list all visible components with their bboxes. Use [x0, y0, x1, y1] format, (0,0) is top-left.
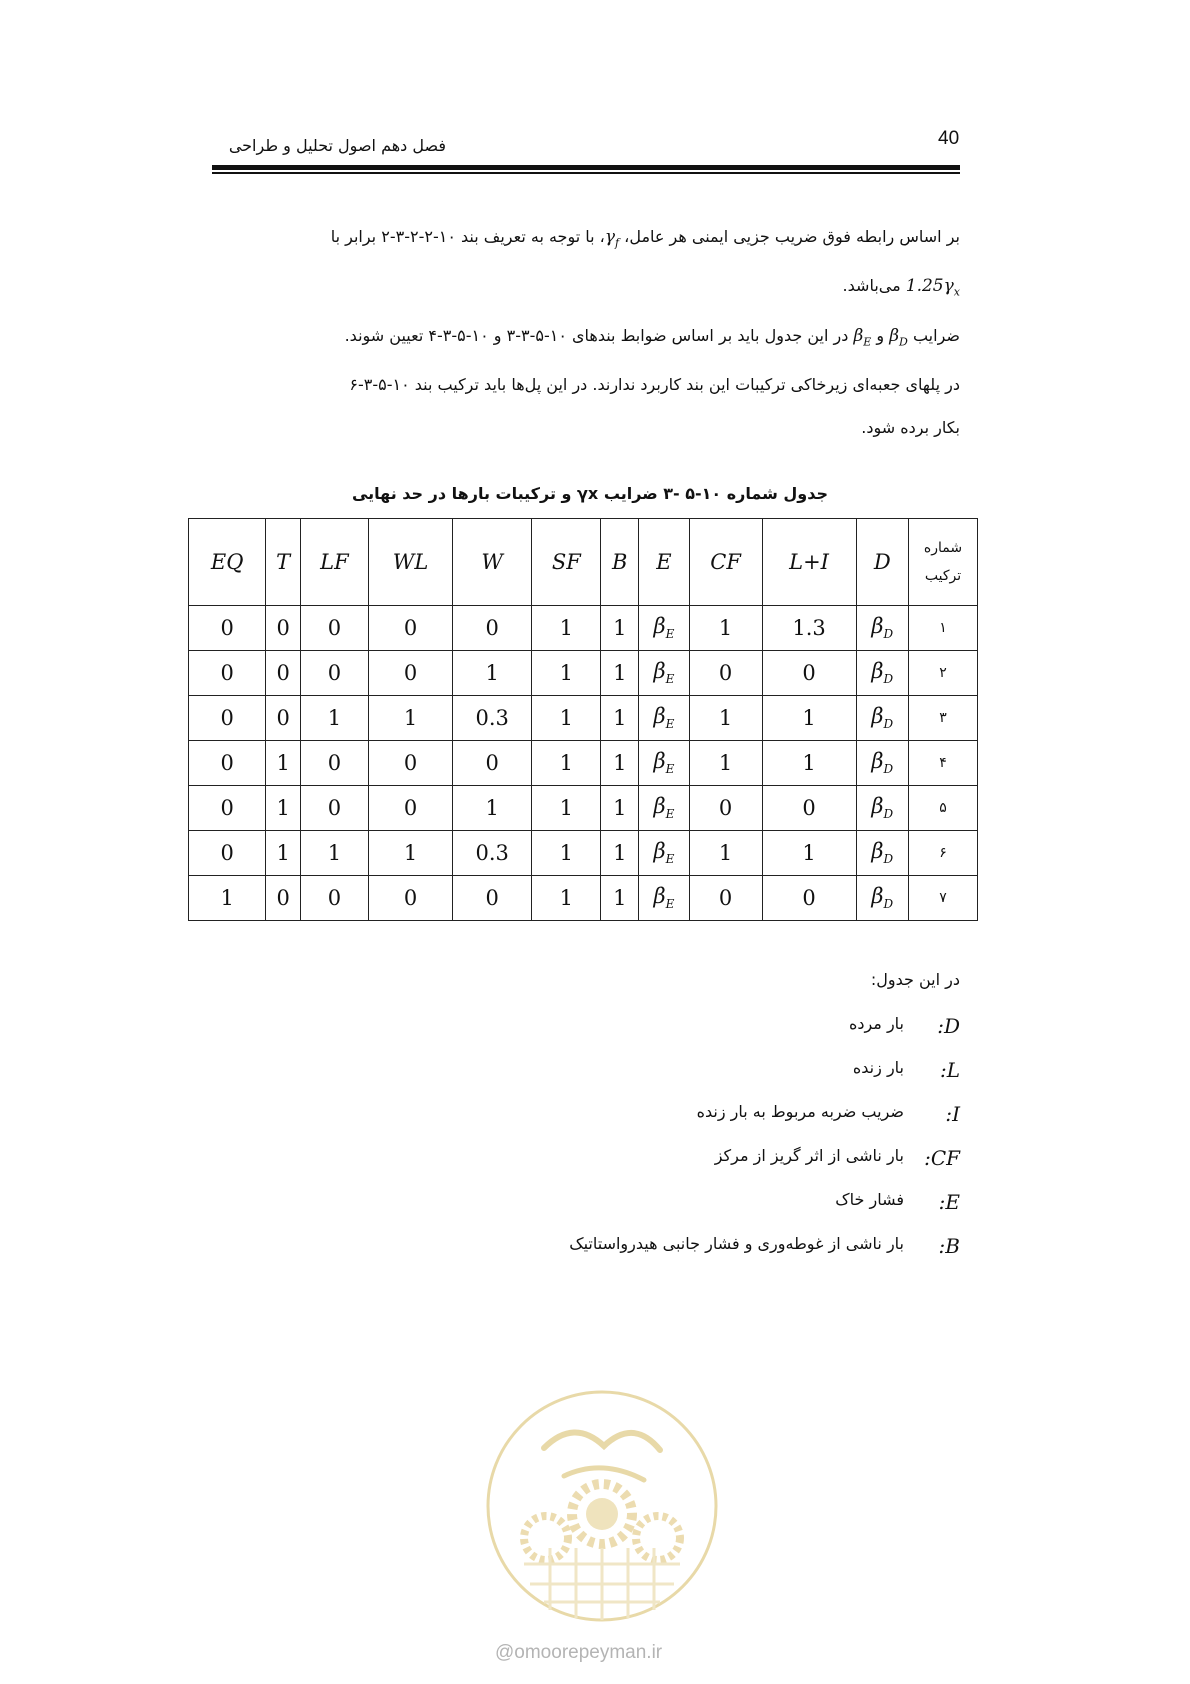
cell-eq: 0 [189, 651, 266, 696]
cell-cf: 0 [689, 651, 762, 696]
cell-lf: 0 [300, 741, 368, 786]
row-index: ۱ [909, 606, 978, 651]
beta-sub: E [665, 672, 675, 687]
p2-text: می‌باشد. [842, 276, 901, 296]
cell-e [639, 876, 689, 921]
legend-symbol: I: [945, 1102, 960, 1126]
table-caption: جدول شماره ۱۰-۵ -۳ ضرایب γx و ترکیبات بارها در حد نهایی [351, 484, 829, 503]
cell-w: 1 [453, 651, 532, 696]
header-rule [212, 165, 960, 170]
beta-sub: E [665, 627, 675, 642]
paragraph-4-line-1: در پلهای جعبه‌ای زیرخاکی ترکیبات این بند کاربرد ندارند. در این پل‌ها باید ترکیب بند ۱۰-۵-۳-۶ [349, 375, 960, 395]
cell-sf: 1 [532, 831, 601, 876]
cell-sf: 1 [532, 651, 601, 696]
beta-d-sub: D [899, 335, 908, 349]
row-index: ۴ [909, 741, 978, 786]
header-col: E [639, 519, 689, 606]
gamma-x-sub: x [953, 285, 960, 299]
cell-eq: 0 [189, 741, 266, 786]
cell-wl: 0 [368, 741, 452, 786]
beta-sub: D [883, 807, 894, 822]
cell-sf: 1 [532, 606, 601, 651]
cell-t: 0 [266, 876, 301, 921]
beta-sub: D [883, 762, 894, 777]
cell-li: 1.3 [762, 606, 856, 651]
cell-w: 0.3 [453, 696, 532, 741]
beta-sub: E [665, 717, 675, 732]
cell-cf: 1 [689, 606, 762, 651]
cell-e [639, 741, 689, 786]
beta-symbol: β [653, 794, 666, 819]
beta-sub: E [665, 852, 675, 867]
legend [212, 970, 960, 1278]
cell-cf: 0 [689, 876, 762, 921]
cell-eq: 0 [189, 606, 266, 651]
beta-symbol: β [653, 704, 666, 729]
beta-symbol: β [653, 884, 666, 909]
cell-e [639, 651, 689, 696]
beta-sub: D [883, 897, 894, 912]
row-index: ۳ [909, 696, 978, 741]
legend-item [212, 1058, 960, 1102]
legend-item [212, 1102, 960, 1146]
beta-symbol: β [871, 884, 884, 909]
cell-d [856, 696, 908, 741]
header-col: W [453, 519, 532, 606]
header-combo-line1: شماره [923, 540, 963, 556]
row-index: ۲ [909, 651, 978, 696]
legend-symbol: B: [938, 1234, 960, 1258]
table-row [189, 786, 978, 831]
cell-t: 0 [266, 696, 301, 741]
legend-symbol: CF: [924, 1146, 960, 1170]
header-col: L+I [762, 519, 856, 606]
cell-d [856, 786, 908, 831]
legend-symbol: D: [937, 1014, 960, 1038]
beta-symbol: β [871, 749, 884, 774]
cell-t: 1 [266, 831, 301, 876]
cell-wl: 0 [368, 606, 452, 651]
cell-cf: 1 [689, 741, 762, 786]
table-row [189, 696, 978, 741]
beta-d-symbol [889, 315, 908, 363]
beta-sub: D [883, 717, 894, 732]
legend-description: بار ناشی از اثر گریز از مرکز [714, 1146, 904, 1165]
cell-cf: 1 [689, 696, 762, 741]
cell-sf: 1 [532, 741, 601, 786]
beta-symbol: β [871, 659, 884, 684]
legend-heading: در این جدول: [870, 970, 960, 989]
table-header-row [189, 519, 978, 606]
cell-sf: 1 [532, 786, 601, 831]
paragraph-1 [212, 215, 960, 264]
cell-lf: 1 [300, 696, 368, 741]
beta-symbol: β [871, 794, 884, 819]
cell-b: 1 [601, 786, 639, 831]
beta-d-base: β [889, 325, 900, 346]
cell-cf: 1 [689, 831, 762, 876]
cell-lf: 0 [300, 876, 368, 921]
cell-t: 0 [266, 651, 301, 696]
gamma-f-symbol [605, 216, 619, 264]
beta-symbol: β [653, 614, 666, 639]
cell-b: 1 [601, 696, 639, 741]
cell-cf: 0 [689, 786, 762, 831]
header-combo-number [909, 519, 978, 606]
beta-sub: D [883, 672, 894, 687]
cell-li: 0 [762, 876, 856, 921]
beta-sub: E [665, 762, 675, 777]
p3-end: در این جدول باید بر اساس ضوابط بندهای ۱۰-۵-۳-۳ و ۱۰-۵-۳-۴ تعیین شوند. [344, 325, 849, 345]
cell-d [856, 831, 908, 876]
cell-d [856, 876, 908, 921]
header-col: WL [368, 519, 452, 606]
cell-eq: 0 [189, 831, 266, 876]
cell-li: 0 [762, 651, 856, 696]
gamma-x-base: 1.25γ [905, 276, 954, 297]
cell-t: 0 [266, 606, 301, 651]
cell-w: 1 [453, 786, 532, 831]
table-row [189, 606, 978, 651]
paragraph-2 [212, 264, 960, 313]
p3-start: ضرایب [912, 325, 960, 345]
cell-li: 0 [762, 786, 856, 831]
load-combination-table [188, 518, 978, 921]
header-col: D [856, 519, 908, 606]
beta-e-sub: E [863, 335, 872, 349]
page-number: 40 [938, 128, 960, 149]
cell-w: 0.3 [453, 831, 532, 876]
header-col: SF [532, 519, 601, 606]
beta-sub: D [883, 852, 894, 867]
table-row [189, 741, 978, 786]
beta-symbol: β [653, 659, 666, 684]
beta-symbol: β [653, 839, 666, 864]
table-row [189, 831, 978, 876]
cell-e [639, 831, 689, 876]
gamma-x-formula [906, 265, 960, 313]
chapter-title: فصل دهم اصول تحلیل و طراحی [228, 136, 446, 155]
beta-e-base: β [853, 325, 864, 346]
cell-eq: 0 [189, 786, 266, 831]
legend-item [212, 1014, 960, 1058]
beta-sub: E [665, 807, 675, 822]
cell-lf: 0 [300, 651, 368, 696]
legend-item [212, 1146, 960, 1190]
cell-b: 1 [601, 651, 639, 696]
watermark-seal-icon [484, 1388, 720, 1624]
cell-w: 0 [453, 876, 532, 921]
cell-w: 0 [453, 741, 532, 786]
cell-b: 1 [601, 876, 639, 921]
legend-description: بار زنده [852, 1058, 904, 1077]
cell-wl: 0 [368, 786, 452, 831]
cell-eq: 1 [189, 876, 266, 921]
cell-d [856, 651, 908, 696]
gamma-f-sub: f [615, 236, 620, 250]
cell-lf: 0 [300, 786, 368, 831]
row-index: ۶ [909, 831, 978, 876]
cell-eq: 0 [189, 696, 266, 741]
row-index: ۵ [909, 786, 978, 831]
header-col: LF [300, 519, 368, 606]
cell-li: 1 [762, 741, 856, 786]
legend-description: ضریب ضربه مربوط به بار زنده [696, 1102, 904, 1121]
row-index: ۷ [909, 876, 978, 921]
header-col: EQ [189, 519, 266, 606]
body-text [212, 215, 960, 449]
cell-d [856, 606, 908, 651]
cell-wl: 1 [368, 831, 452, 876]
cell-li: 1 [762, 831, 856, 876]
beta-symbol: β [871, 704, 884, 729]
legend-description: بار ناشی از غوطه‌وری و فشار جانبی هیدرواستاتیک [569, 1234, 904, 1253]
cell-sf: 1 [532, 696, 601, 741]
beta-symbol: β [871, 839, 884, 864]
cell-t: 1 [266, 786, 301, 831]
gamma-f-base: γ [604, 227, 615, 247]
legend-item [212, 1234, 960, 1278]
beta-sub: E [665, 897, 675, 912]
legend-description: بار مرده [848, 1014, 904, 1033]
beta-sub: D [883, 627, 894, 642]
cell-b: 1 [601, 741, 639, 786]
legend-symbol: E: [938, 1190, 960, 1214]
beta-symbol: β [653, 749, 666, 774]
cell-wl: 0 [368, 876, 452, 921]
p1-part2: ، با توجه به تعریف بند ۱۰-۲-۲-۳-۲ برابر با [330, 227, 605, 246]
paragraph-4-line-2: بکار برده شود. [861, 418, 960, 438]
cell-sf: 1 [532, 876, 601, 921]
cell-t: 1 [266, 741, 301, 786]
cell-lf: 1 [300, 831, 368, 876]
header-col: T [266, 519, 301, 606]
cell-li: 1 [762, 696, 856, 741]
table-row [189, 876, 978, 921]
beta-e-symbol [853, 315, 871, 363]
header-col: CF [689, 519, 762, 606]
cell-wl: 0 [368, 651, 452, 696]
cell-lf: 0 [300, 606, 368, 651]
cell-b: 1 [601, 606, 639, 651]
p1-part1: بر اساس رابطه فوق ضریب جزیی ایمنی هر عامل، [624, 227, 960, 246]
table-row [189, 651, 978, 696]
header-rule-thin [212, 172, 960, 174]
watermark-logo [484, 1388, 720, 1628]
cell-e [639, 696, 689, 741]
cell-b: 1 [601, 831, 639, 876]
paragraph-3 [212, 314, 960, 363]
legend-symbol: L: [939, 1058, 960, 1082]
legend-description: فشار خاک [835, 1190, 904, 1209]
p3-and: و [876, 325, 885, 345]
legend-item [212, 1190, 960, 1234]
header-combo-line2: ترکیب [924, 568, 962, 584]
beta-symbol: β [871, 614, 884, 639]
watermark-caption: @omoorepeyman.ir [495, 1642, 663, 1663]
cell-e [639, 606, 689, 651]
cell-d [856, 741, 908, 786]
cell-e [639, 786, 689, 831]
cell-wl: 1 [368, 696, 452, 741]
cell-w: 0 [453, 606, 532, 651]
header-col: B [601, 519, 639, 606]
